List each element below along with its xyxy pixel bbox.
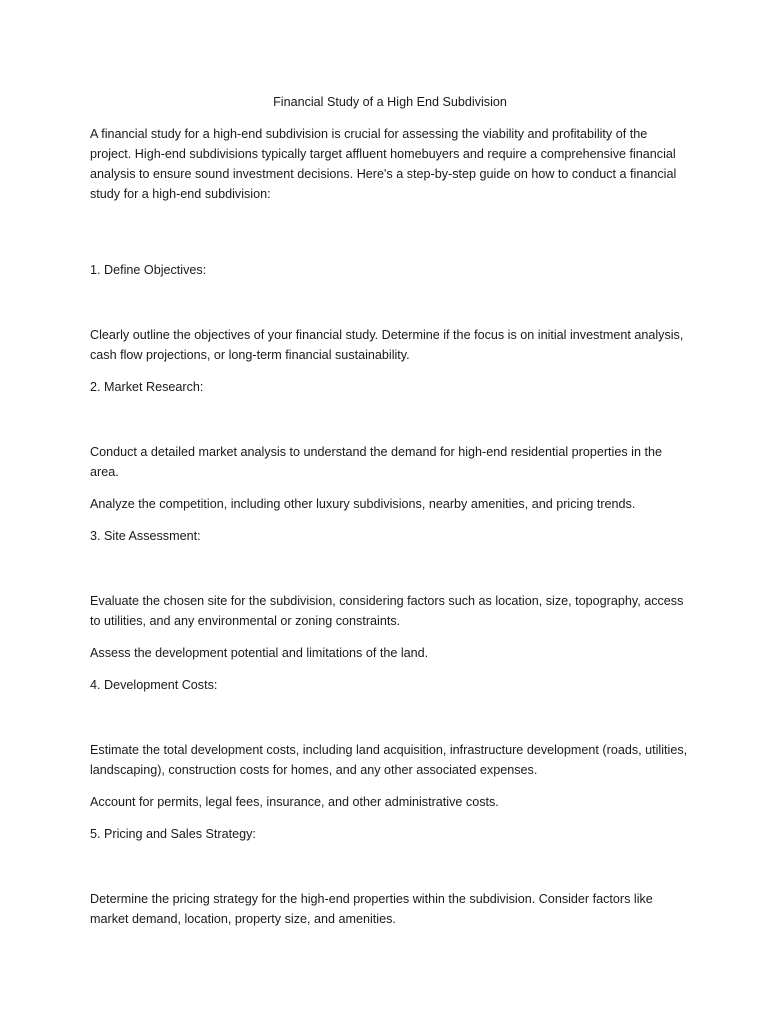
section-paragraph: Determine the pricing strategy for the high-end properties within the subdivision. Consider factors like market demand, location, property size, and amenities. [90,892,653,926]
document-title: Financial Study of a High End Subdivision [273,95,507,109]
section-paragraph: Evaluate the chosen site for the subdivision, considering factors such as location, size, topography, access to utilities, and any environmental or zoning constraints. [90,594,684,628]
section-heading-development-costs: 4. Development Costs: [90,678,218,692]
section-paragraph: Assess the development potential and limitations of the land. [90,646,429,660]
section-heading-market-research: 2. Market Research: [90,380,204,394]
section-heading-define-objectives: 1. Define Objectives: [90,263,207,277]
document-body [90,92,690,941]
section-paragraph: Analyze the competition, including other luxury subdivisions, nearby amenities, and pricing trends. [90,497,636,511]
section-paragraph: Estimate the total development costs, including land acquisition, infrastructure development (roads, utilities, landscaping), construction costs for homes, and any other associated expenses. [90,743,688,777]
section-paragraph: Clearly outline the objectives of your financial study. Determine if the focus is on initial investment analysis, cash flow projections, or long-term financial sustainability. [90,328,684,362]
section-paragraph: Account for permits, legal fees, insurance, and other administrative costs. [90,795,499,809]
section-heading-site-assessment: 3. Site Assessment: [90,529,201,543]
section-paragraph: Conduct a detailed market analysis to understand the demand for high-end residential properties in the area. [90,445,662,479]
section-heading-pricing-sales-strategy: 5. Pricing and Sales Strategy: [90,827,256,841]
intro-paragraph: A financial study for a high-end subdivision is crucial for assessing the viability and profitability of the project. High-end subdivisions typically target affluent homebuyers and require a comprehensive financial analysis to ensure sound investment decisions. Here's a step-by-step guide on how to conduct a financial study for a high-end subdivision: [90,127,677,201]
